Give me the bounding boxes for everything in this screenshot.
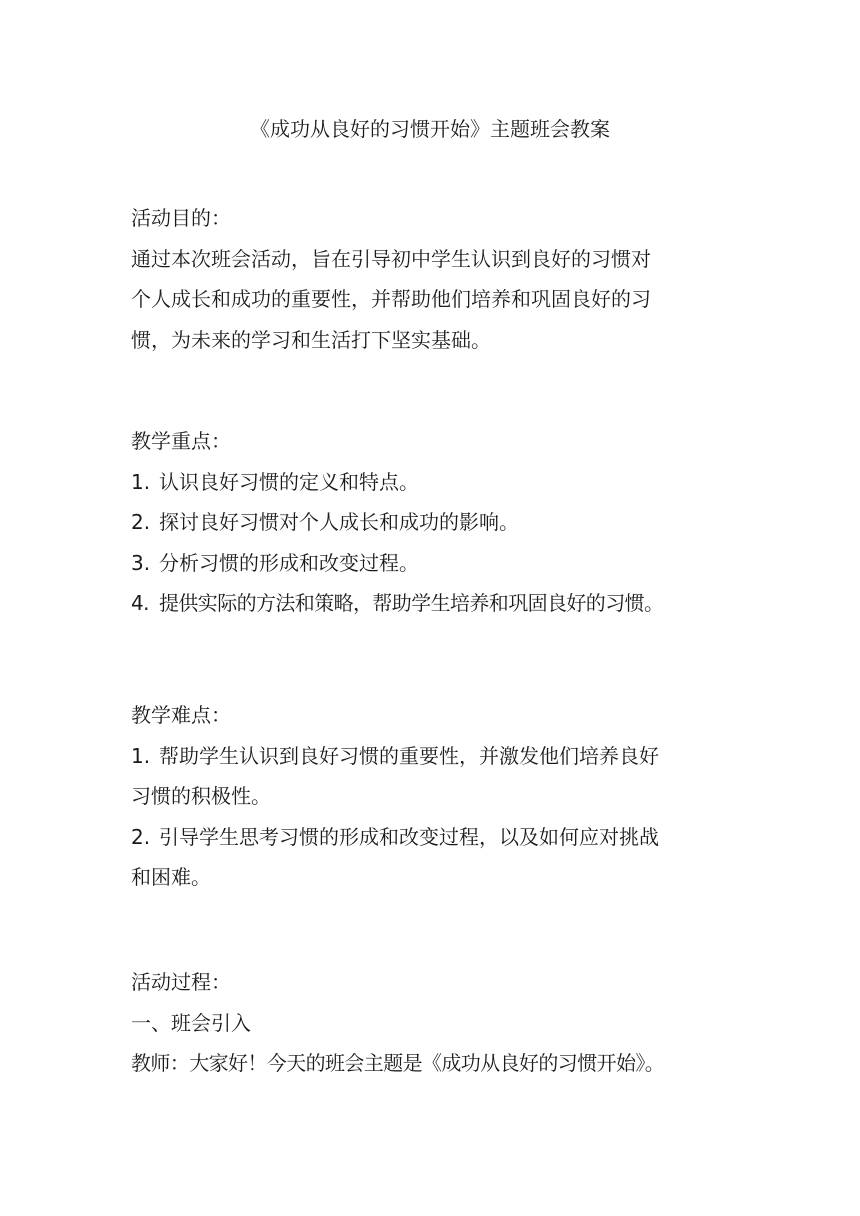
list-number: 3. xyxy=(131,550,151,575)
list-text: 分析习惯的形成和改变过程。 xyxy=(159,550,419,575)
list-number: 1. xyxy=(131,469,151,494)
objective-line: 通过本次班会活动，旨在引导初中学生认识到良好的习惯对 xyxy=(131,246,651,271)
list-text: 提供实际的方法和策略，帮助学生培养和巩固良好的习惯。 xyxy=(159,591,664,615)
process-heading: 活动过程： xyxy=(131,970,231,994)
list-text-continued: 习惯的积极性。 xyxy=(131,784,271,808)
list-text: 探讨良好习惯对个人成长和成功的影响。 xyxy=(159,510,519,534)
list-number: 4. xyxy=(131,591,149,615)
list-item xyxy=(131,583,741,624)
section-heading: 一、班会引入 xyxy=(131,1010,251,1035)
key-points-section xyxy=(131,421,741,624)
list-item xyxy=(131,543,741,584)
teacher-dialogue: 教师：大家好！今天的班会主题是《成功从良好的习惯开始》。 xyxy=(131,1051,665,1075)
list-text: 帮助学生认识到良好习惯的重要性，并激发他们培养良好 xyxy=(159,743,659,768)
list-item xyxy=(131,502,741,543)
list-number: 2. xyxy=(131,824,151,849)
list-item xyxy=(131,817,741,858)
difficulties-section xyxy=(131,695,741,898)
key-points-heading: 教学重点： xyxy=(131,429,231,453)
list-item xyxy=(131,736,741,777)
objective-line: 个人成长和成功的重要性，并帮助他们培养和巩固良好的习 xyxy=(131,287,651,311)
list-item xyxy=(131,462,741,503)
objective-line: 惯，为未来的学习和生活打下坚实基础。 xyxy=(131,327,491,352)
list-text-continued: 和困难。 xyxy=(131,865,211,889)
list-number: 2. xyxy=(131,510,151,534)
process-section xyxy=(131,962,741,1084)
list-text: 引导学生思考习惯的形成和改变过程，以及如何应对挑战 xyxy=(159,824,659,849)
objective-heading: 活动目的： xyxy=(131,206,231,230)
list-number: 1. xyxy=(131,743,151,768)
list-text: 认识良好习惯的定义和特点。 xyxy=(159,469,419,494)
difficulties-heading: 教学难点： xyxy=(131,703,231,727)
document-title: 《成功从良好的习惯开始》主题班会教案 xyxy=(250,117,610,141)
objective-section xyxy=(131,198,741,360)
